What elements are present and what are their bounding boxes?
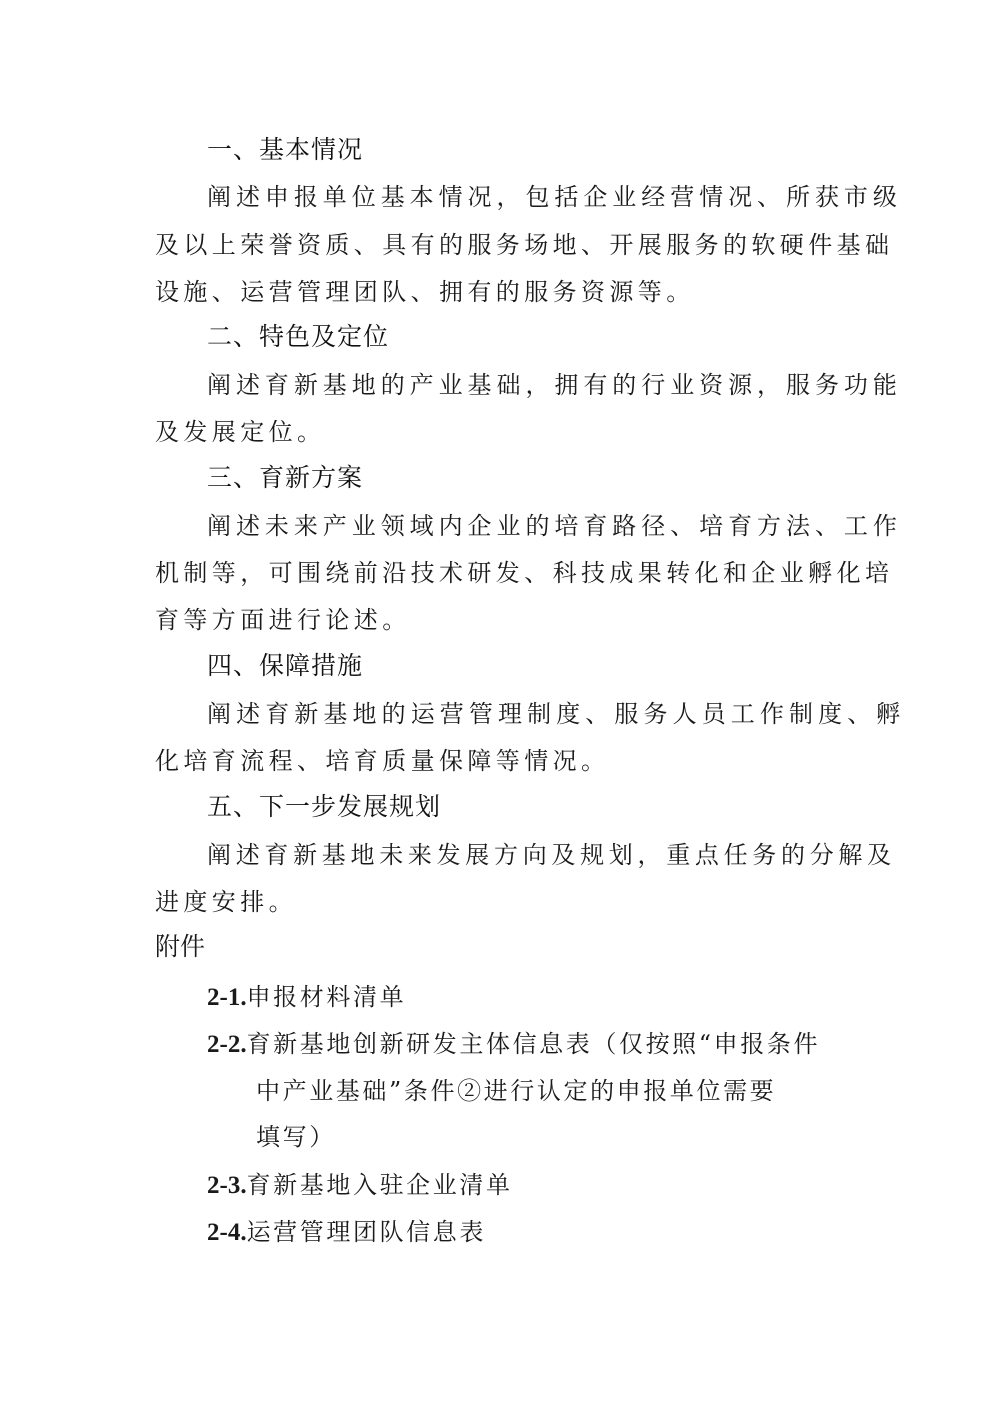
paragraph-line: 机制等，可围绕前沿技术研发、科技成果转化和企业孵化培 — [155, 559, 894, 587]
attachment-number: 2-2. — [207, 1031, 247, 1058]
attachment-label-continued: 中产业基础”条件②进行认定的申报单位需要 — [256, 1077, 777, 1105]
paragraph-line: 化培育流程、培育质量保障等情况。 — [155, 747, 610, 775]
attachment-number: 2-3. — [207, 1172, 247, 1199]
paragraph-line: 进度安排。 — [155, 888, 297, 916]
attachment-number: 2-1. — [207, 984, 247, 1011]
section-heading-safeguards: 四、保障措施 — [207, 651, 364, 680]
attachment-label: 育新基地入驻企业清单 — [246, 1171, 513, 1199]
paragraph-line: 设施、运营管理团队、拥有的服务资源等。 — [155, 278, 695, 306]
paragraph-line: 及以上荣誉资质、具有的服务场地、开展服务的软硬件基础 — [155, 231, 894, 259]
section-heading-basic-info: 一、基本情况 — [207, 135, 364, 164]
section-heading-plan: 三、育新方案 — [207, 463, 364, 492]
paragraph-line: 阐述育新基地未来发展方向及规划，重点任务的分解及 — [207, 841, 896, 869]
attachment-item — [207, 1170, 513, 1201]
attachment-label: 申报材料清单 — [246, 983, 407, 1011]
attachment-number: 2-4. — [207, 1219, 247, 1246]
attachment-item — [207, 982, 406, 1013]
paragraph-line: 阐述育新基地的产业基础，拥有的行业资源，服务功能 — [207, 371, 902, 399]
section-heading-features: 二、特色及定位 — [207, 322, 390, 351]
paragraph-line: 阐述申报单位基本情况，包括企业经营情况、所获市级 — [207, 183, 902, 211]
attachment-label: 育新基地创新研发主体信息表（仅按照“申报条件 — [246, 1030, 821, 1058]
attachment-item — [207, 1217, 486, 1248]
paragraph-line: 阐述未来产业领域内企业的培育路径、培育方法、工作 — [207, 512, 902, 540]
attachment-label-continued: 填写） — [256, 1123, 336, 1151]
paragraph-line: 育等方面进行论述。 — [155, 606, 411, 634]
attachment-label: 运营管理团队信息表 — [246, 1218, 486, 1246]
paragraph-line: 阐述育新基地的运营管理制度、服务人员工作制度、孵 — [207, 700, 906, 728]
attachments-title: 附件 — [155, 932, 206, 961]
paragraph-line: 及发展定位。 — [155, 418, 326, 446]
attachment-item — [207, 1029, 820, 1060]
section-heading-next-steps: 五、下一步发展规划 — [207, 792, 442, 821]
